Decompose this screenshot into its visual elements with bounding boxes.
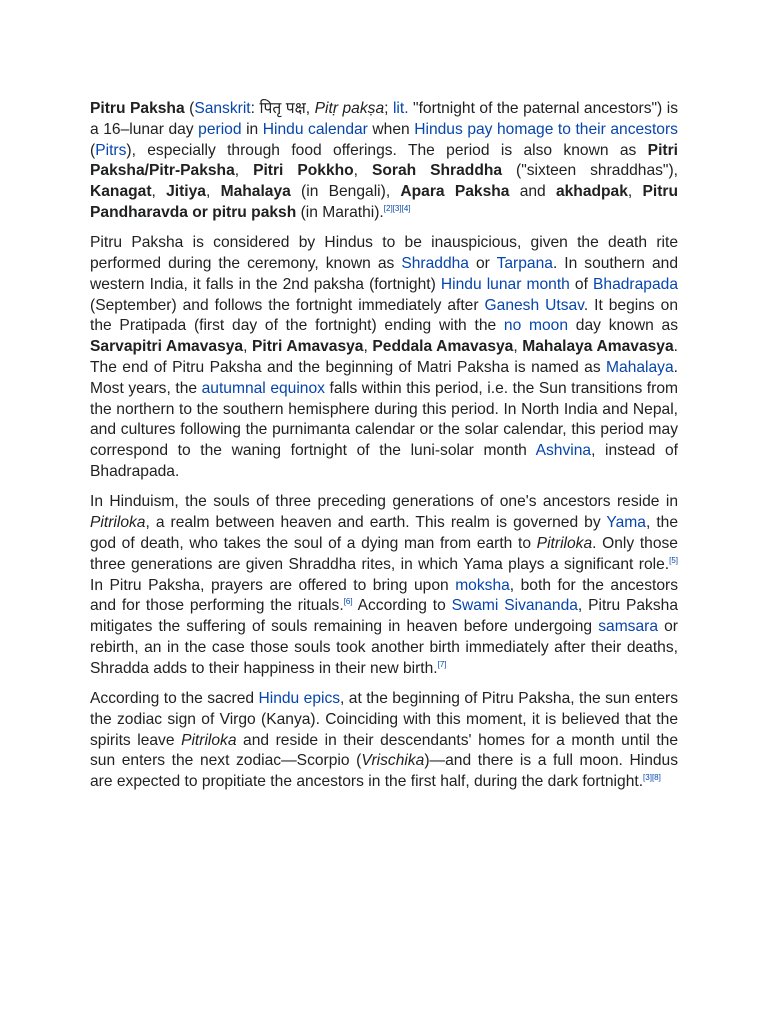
term: Pitri Pokkho — [253, 162, 354, 180]
term-italic: Pitriloka — [536, 534, 593, 552]
term-pitru-paksha: Pitru Paksha — [90, 100, 185, 117]
citation-link[interactable]: [2] — [383, 203, 393, 213]
text: ; — [384, 100, 393, 117]
term: Apara Paksha — [400, 183, 510, 201]
link-ganesh-utsav[interactable]: Ganesh Utsav — [484, 296, 584, 314]
text: ), especially through food offerings. The period is also known as — [126, 141, 648, 159]
text: , — [305, 100, 315, 117]
paragraph-intro — [90, 99, 678, 224]
text: and — [509, 183, 556, 201]
text: , instead of Bhadrapada. — [90, 442, 678, 481]
text: . Most years, the — [90, 359, 678, 397]
text: , Pitru Paksha mitigates the suffering of souls remaining in heaven before undergoing — [90, 597, 679, 636]
text: ( — [184, 100, 195, 117]
citation-link[interactable]: [6] — [343, 597, 353, 607]
link-samsara[interactable]: samsara — [598, 618, 659, 636]
term: Mahalaya — [220, 183, 291, 201]
text: in — [241, 120, 263, 138]
link-moksha[interactable]: moksha — [455, 576, 510, 594]
term: Peddala Amavasya — [372, 338, 514, 356]
term: Pitri Paksha/Pitr-Paksha — [90, 141, 678, 180]
devanagari-text: पितृ पक्ष — [259, 100, 306, 117]
text: )—and there is a full moon. Hindus are expected to propitiate the ancestors in the first half, during the dark fortnight. — [90, 752, 679, 791]
text: (September) and follows the fortnight immediately after — [90, 296, 485, 314]
link-yama[interactable]: Yama — [606, 514, 646, 532]
term: Pitru Pandharavda or pitru paksh — [90, 183, 679, 221]
term: Pitri Amavasya — [252, 338, 364, 356]
text: falls within this period, i.e. the Sun transitions from the northern to the southern hemisphere during this period. In North India and Nepal, and cultures following the purnimanta calendar or the solar calendar, this period may correspond to the waning fortnight of the luni-solar month — [90, 379, 678, 460]
link-swami-sivananda[interactable]: Swami Sivananda — [451, 597, 578, 615]
transliteration: Pitṛ pakṣa — [314, 100, 385, 117]
text: , — [206, 183, 221, 201]
text: (in Bengali), — [290, 183, 401, 201]
text: day known as — [568, 317, 679, 335]
text: , — [234, 162, 254, 180]
text: , — [363, 338, 373, 356]
text: , the god of death, who takes the soul of a dying man from earth to — [90, 514, 679, 552]
text: or — [468, 255, 497, 273]
paragraph-inauspicious — [90, 233, 678, 483]
link-hindu-epics[interactable]: Hindu epics — [258, 690, 341, 708]
text: . In southern and western India, it falls in the 2nd paksha (fortnight) — [90, 255, 678, 293]
term: Jitiya — [166, 183, 206, 201]
citation-group — [344, 597, 353, 606]
citation-link[interactable]: [8] — [651, 773, 661, 783]
text: ( — [90, 141, 96, 159]
text: or rebirth, an in the case those souls took another birth immediately after their deaths, Shradda adds to their happiness in their new birth. — [90, 618, 678, 677]
link-hindus-pay-homage[interactable]: Hindus pay homage to their ancestors — [414, 120, 678, 138]
citation-link[interactable]: [7] — [437, 659, 447, 669]
text: . It begins on the Pratipada (first day of the fortnight) ending with the — [90, 296, 678, 335]
article-body — [90, 99, 678, 803]
text: , — [353, 162, 372, 180]
term: Sorah Shraddha — [371, 162, 503, 180]
link-ashvina[interactable]: Ashvina — [535, 442, 592, 460]
citation-link[interactable]: [5] — [669, 555, 678, 565]
text: of — [569, 275, 594, 293]
text: and reside in their descendants' homes for a month until the sun enters the next zodiac—Scorpio ( — [90, 731, 678, 770]
text: when — [367, 120, 415, 138]
citation-group — [643, 773, 661, 782]
text: In Pitru Paksha, prayers are offered to bring upon — [90, 576, 456, 594]
term-italic: Pitriloka — [90, 514, 146, 532]
text: . The end of Pitru Paksha and the beginning of Matri Paksha is named as — [90, 338, 678, 377]
text: : — [250, 100, 260, 117]
text: , — [513, 338, 523, 356]
citation-group — [669, 556, 678, 565]
link-lit[interactable]: lit. — [392, 100, 409, 117]
link-shraddha[interactable]: Shraddha — [401, 255, 469, 273]
text: , — [151, 183, 167, 201]
citation-link[interactable]: [4] — [401, 203, 411, 213]
link-bhadrapada[interactable]: Bhadrapada — [593, 275, 678, 293]
citation-group — [438, 660, 447, 669]
text: (in Marathi). — [296, 203, 384, 221]
text: Pitru Paksha is considered by Hindus to be inauspicious, given the death rite performed during the ceremony, known as — [90, 234, 678, 273]
text: . Only those three generations are given Shraddha rites, in which Yama plays a significant role. — [90, 534, 678, 573]
text: , at the beginning of Pitru Paksha, the sun enters the zodiac sign of Virgo (Kanya). Coinciding with this moment, it is believed that the spirits leave — [90, 690, 678, 749]
term: Kanagat — [90, 183, 152, 201]
link-mahalaya[interactable]: Mahalaya — [606, 359, 674, 377]
link-no-moon[interactable]: no moon — [503, 317, 569, 335]
text: , — [243, 338, 252, 356]
text: , a realm between heaven and earth. This realm is governed by — [145, 514, 607, 532]
link-hindu-lunar-month[interactable]: Hindu lunar month — [440, 275, 570, 293]
link-sanskrit[interactable]: Sanskrit — [194, 100, 251, 117]
citation-group — [384, 204, 411, 213]
text: , both for the ancestors and for those performing the rituals. — [90, 576, 679, 615]
paragraph-hindu-epics — [90, 689, 678, 793]
term-italic: Vrischika — [361, 752, 425, 770]
text: ("sixteen shraddhas"), — [502, 162, 678, 180]
term: Mahalaya Amavasya — [522, 338, 674, 356]
text: , — [627, 183, 643, 201]
paragraph-pitriloka — [90, 492, 678, 679]
citation-link[interactable]: [3] — [643, 773, 652, 783]
link-hindu-calendar[interactable]: Hindu calendar — [262, 120, 368, 138]
link-tarpana[interactable]: Tarpana — [496, 255, 553, 273]
citation-link[interactable]: [3] — [392, 203, 402, 213]
link-period[interactable]: period — [198, 120, 242, 138]
text: In Hinduism, the souls of three preceding generations of one's ancestors reside in — [90, 493, 678, 511]
link-autumnal-equinox[interactable]: autumnal equinox — [201, 379, 325, 397]
link-pitrs[interactable]: Pitrs — [95, 141, 127, 159]
term: akhadpak — [555, 183, 628, 201]
term-italic: Pitriloka — [181, 731, 237, 749]
text: According to the sacred — [90, 690, 259, 708]
text: According to — [352, 597, 452, 615]
term: Sarvapitri Amavasya — [90, 338, 244, 356]
text: "fortnight of the paternal ancestors") is a 16–lunar day — [90, 100, 678, 138]
